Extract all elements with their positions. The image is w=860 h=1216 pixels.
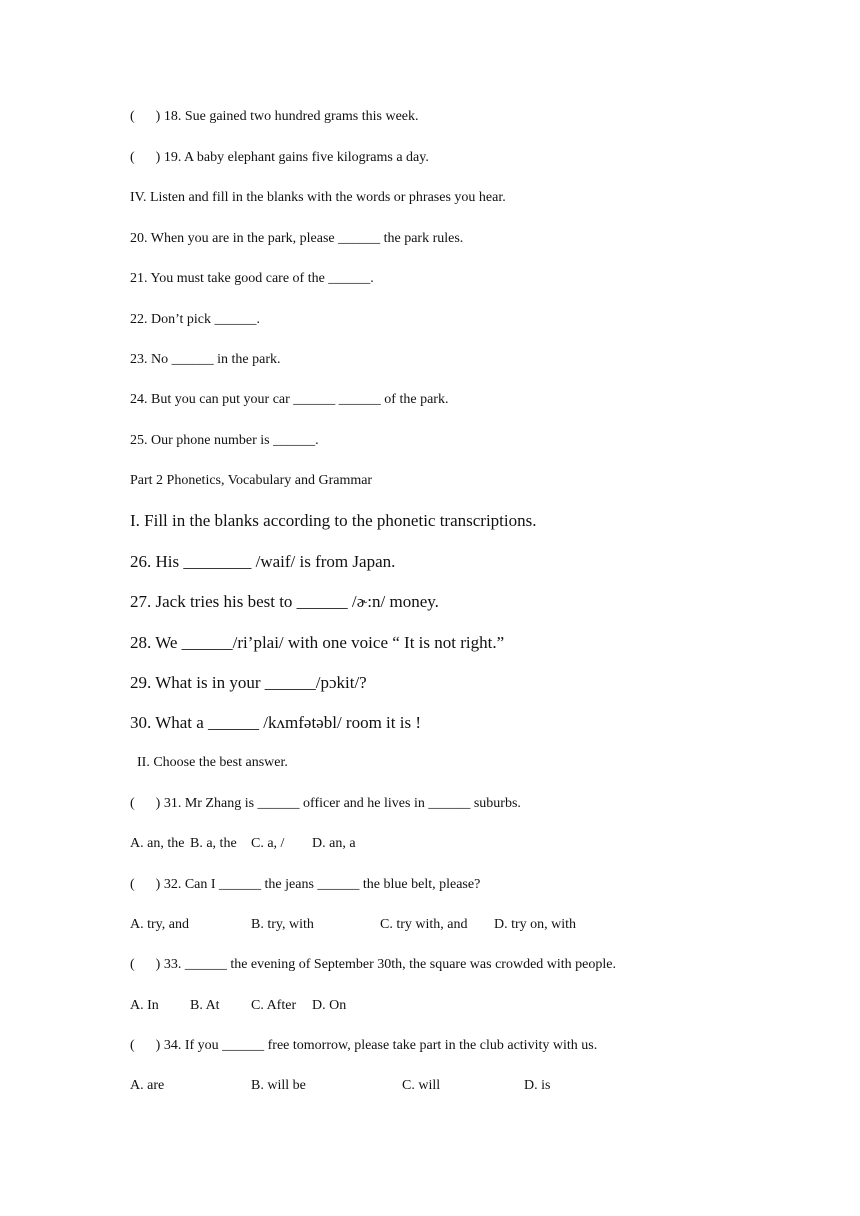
option-d: D. try on, with [494, 917, 577, 932]
question-23: 23. No ______ in the park. [130, 352, 281, 367]
option-d: D. an, a [312, 836, 356, 851]
option-a: A. In [130, 998, 159, 1013]
option-c: C. will [402, 1078, 441, 1093]
option-b: B. try, with [251, 917, 314, 932]
question-19: ( ) 19. A baby elephant gains five kilograms a day. [130, 150, 429, 165]
option-c: C. a, / [251, 836, 285, 851]
section-i-heading: I. Fill in the blanks according to the phonetic transcriptions. [130, 511, 537, 530]
option-a: A. try, and [130, 917, 189, 932]
option-a: A. an, the [130, 836, 185, 851]
question-25: 25. Our phone number is ______. [130, 433, 319, 448]
option-a: A. are [130, 1078, 165, 1093]
section-ii-heading: II. Choose the best answer. [137, 755, 288, 770]
question-32: ( ) 32. Can I ______ the jeans ______ the blue belt, please? [130, 877, 481, 892]
option-c: C. try with, and [380, 917, 468, 932]
question-30: 30. What a ______ /kʌmfətəbl/ room it is ! [130, 713, 422, 732]
section-iv-heading: IV. Listen and fill in the blanks with the words or phrases you hear. [130, 190, 506, 205]
question-27: 27. Jack tries his best to ______ /ɚ:n/ money. [130, 592, 439, 611]
option-d: D. On [312, 998, 347, 1013]
question-34: ( ) 34. If you ______ free tomorrow, please take part in the club activity with us. [130, 1038, 598, 1053]
question-21: 21. You must take good care of the ______. [130, 271, 374, 286]
part-2-heading: Part 2 Phonetics, Vocabulary and Grammar [130, 473, 373, 488]
question-24: 24. But you can put your car ______ ______ of the park. [130, 392, 449, 407]
question-26: 26. His ________ /waif/ is from Japan. [130, 552, 396, 571]
option-b: B. At [190, 998, 220, 1013]
option-b: B. a, the [190, 836, 237, 851]
question-29: 29. What is in your ______/pɔkit/? [130, 673, 367, 692]
option-d: D. is [524, 1078, 551, 1093]
question-18: ( ) 18. Sue gained two hundred grams this week. [130, 109, 419, 124]
question-31: ( ) 31. Mr Zhang is ______ officer and he lives in ______ suburbs. [130, 796, 521, 811]
question-33: ( ) 33. ______ the evening of September 30th, the square was crowded with people. [130, 957, 616, 972]
option-c: C. After [251, 998, 297, 1013]
question-22: 22. Don’t pick ______. [130, 312, 261, 327]
question-28: 28. We ______/ri’plai/ with one voice “ It is not right.” [130, 633, 505, 652]
option-b: B. will be [251, 1078, 306, 1093]
question-20: 20. When you are in the park, please ______ the park rules. [130, 231, 464, 246]
